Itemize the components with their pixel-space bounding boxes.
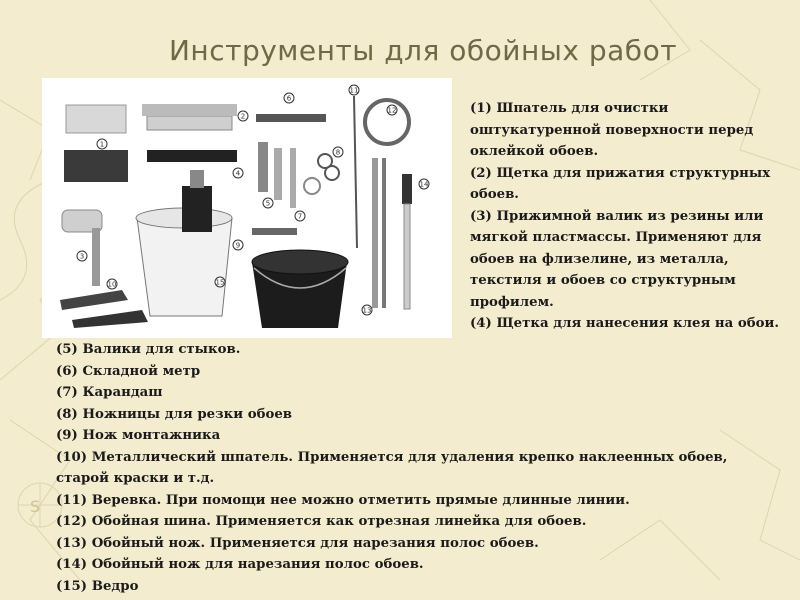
callout-2: 2 (240, 112, 246, 121)
callout-12: 12 (387, 106, 397, 115)
callout-11: 11 (349, 86, 359, 95)
slide-title: Инструменты для обойных работ (168, 34, 678, 67)
callout-9: 9 (235, 241, 241, 250)
seam-roller-tool-2 (274, 148, 282, 200)
callout-6: 6 (286, 94, 292, 103)
tools-illustration (42, 78, 452, 338)
paste-brush-handle (190, 170, 204, 188)
callout-8: 8 (335, 148, 341, 157)
utility-knife-tool (252, 228, 297, 235)
tool-description-10: (10) Металлический шпатель. Применяется для удаления крепко наклеенных обоев, старой краски и т.д. (56, 449, 728, 486)
tool-description-6: (6) Складной метр (56, 363, 201, 379)
callout-15: 15 (215, 278, 225, 287)
tool-description-11: (11) Веревка. При помощи нее можно отметить прямые длинные линии. (56, 492, 630, 508)
brush-2-handle (142, 104, 237, 116)
roller-handle (92, 228, 100, 286)
paste-brush-tool (182, 186, 212, 232)
callout-14: 14 (419, 180, 429, 189)
metal-spatula-tool-2 (72, 310, 148, 328)
tools-photo (42, 78, 452, 338)
tool-description-1: (1) Шпатель для очистки оштукатуренной поверхности перед оклейкой обоев. (470, 101, 754, 159)
callout-13: 13 (362, 306, 372, 315)
tool-description-8: (8) Ножницы для резки обоев (56, 406, 293, 422)
bottom-description-list (56, 339, 756, 597)
tool-description-14: (14) Обойный нож для нарезания полос обоев. (56, 557, 424, 572)
dark-spatula-tool (64, 150, 128, 182)
compass-letter: S (30, 497, 41, 516)
brush-2-tool (147, 116, 232, 130)
seam-roller-tool (258, 142, 268, 192)
tool-description-2: (2) Щетка для прижатия структурных обоев. (470, 165, 771, 202)
wallpaper-knife-handle (402, 174, 412, 204)
wallpaper-rail-tool (372, 158, 378, 308)
tool-description-5: (5) Валики для стыков. (56, 342, 241, 357)
string-line-tool (354, 96, 357, 248)
white-bucket-icon (137, 218, 232, 316)
scissors-tool-2 (304, 178, 320, 194)
tool-description-7: (7) Карандаш (56, 385, 163, 400)
callout-4: 4 (235, 169, 241, 178)
wallpaper-knife-blade (404, 204, 410, 309)
tool-description-13: (13) Обойный нож. Применяется для нарезания полос обоев. (56, 535, 539, 551)
tool-description-4: (4) Щетка для нанесения клея на обои. (470, 316, 780, 331)
callout-10: 10 (107, 280, 117, 289)
right-description (470, 98, 790, 335)
callout-7: 7 (297, 212, 303, 221)
pencil-tool (290, 148, 296, 208)
wallpaper-rail-tool-2 (382, 158, 386, 308)
black-bucket-rim (252, 250, 348, 274)
tool-description-15: (15) Ведро (56, 578, 139, 594)
tool-description-9: (9) Нож монтажника (56, 428, 221, 443)
tool-description-3: (3) Прижимной валик из резины или мягкой пластмассы. Применяют для обоев на флизелине, из металла, текстиля и обоев со структурным профилем. (470, 208, 764, 310)
spatula-plate-tool (66, 105, 126, 133)
callout-3: 3 (79, 252, 85, 261)
callout-1: 1 (99, 140, 105, 149)
folding-rule-tool (256, 114, 326, 122)
callout-5: 5 (265, 199, 271, 208)
tool-description-12: (12) Обойная шина. Применяется как отрезная линейка для обоев. (56, 514, 587, 529)
brush-4-tool (147, 150, 237, 162)
scissors-tool-ring (325, 166, 339, 180)
metal-spatula-tool (60, 290, 128, 310)
